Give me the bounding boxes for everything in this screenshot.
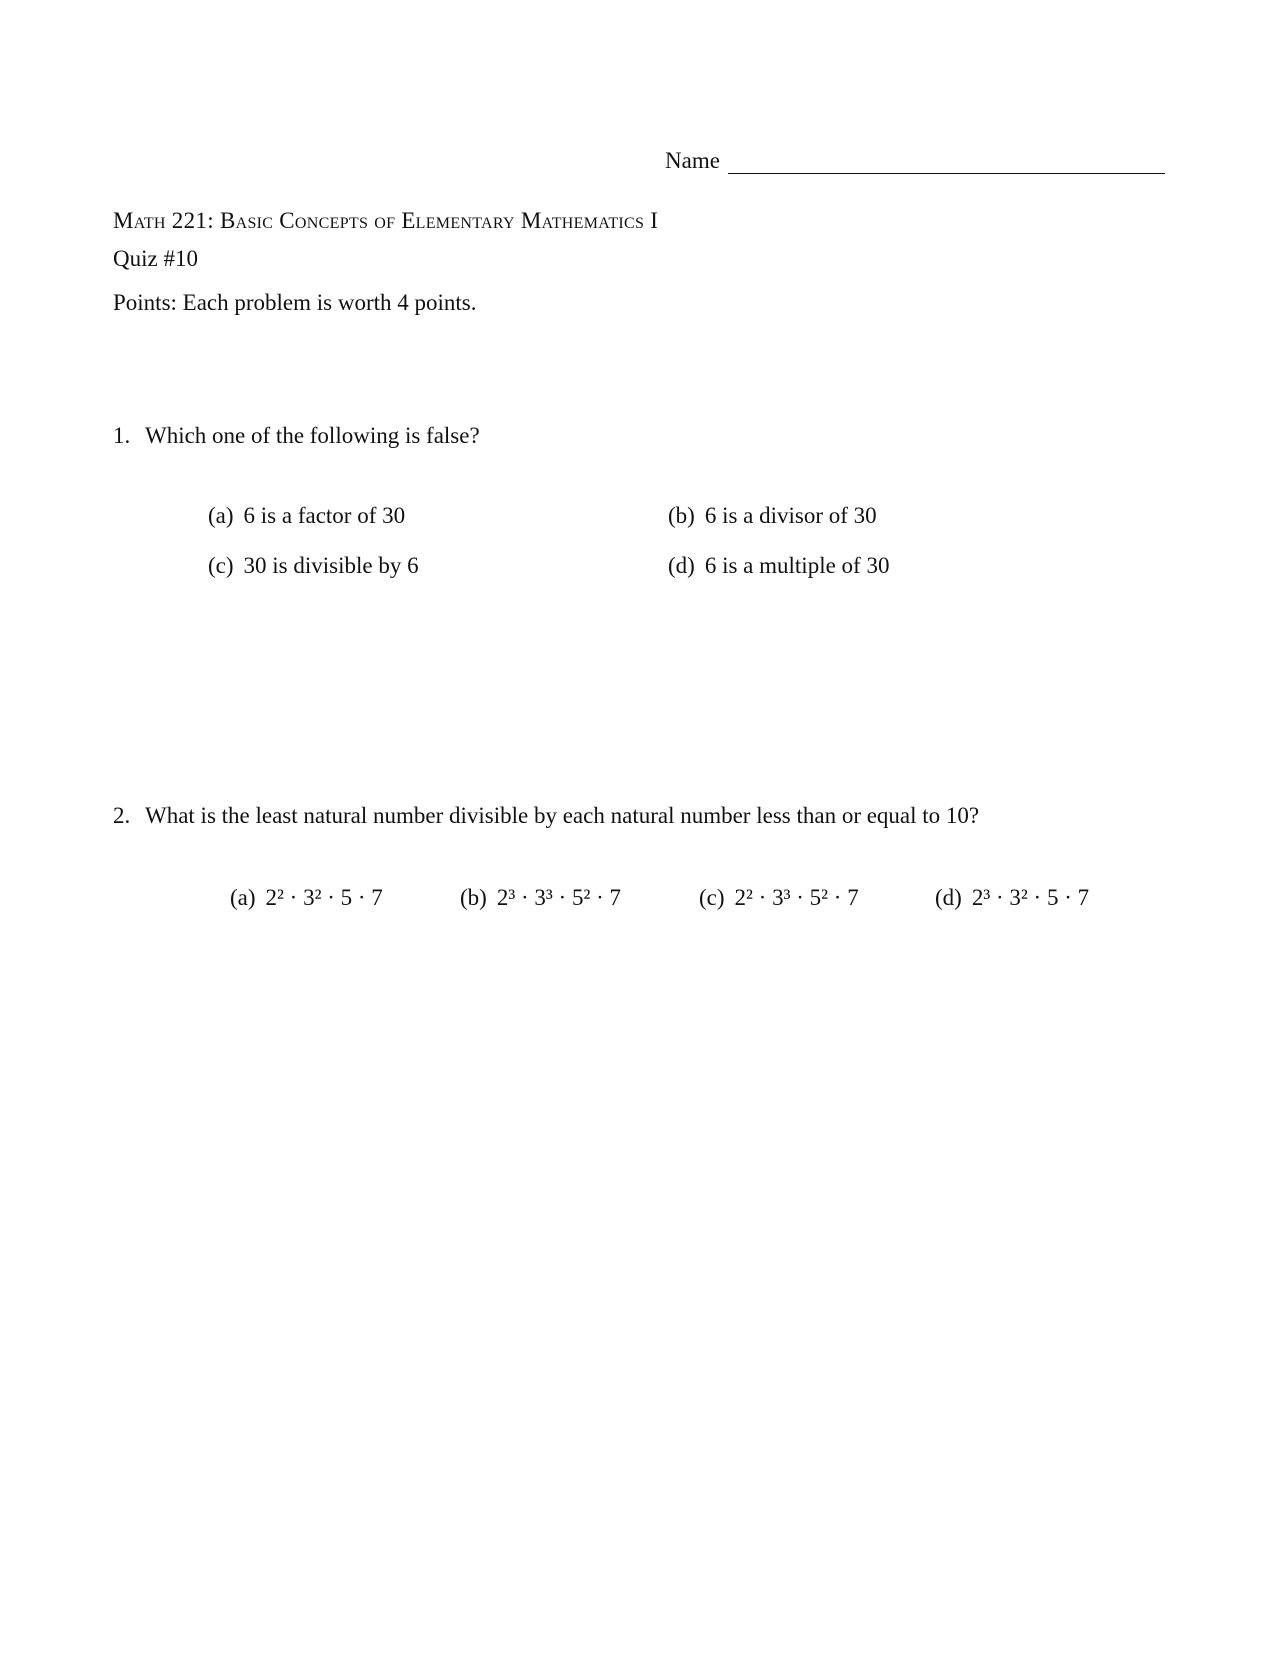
problem-1	[113, 423, 480, 449]
choice-text: 6 is a divisor of 30	[704, 503, 877, 528]
problem-2-choice-d	[935, 885, 1089, 911]
choice-text: 2³ · 3³ · 5² · 7	[496, 885, 621, 910]
problem-1-choice-b	[668, 503, 877, 529]
choice-label: (d)	[935, 885, 962, 910]
quiz-title: Quiz #10	[113, 246, 198, 271]
choice-text: 2² · 3³ · 5² · 7	[734, 885, 859, 910]
choice-text: 2³ · 3² · 5 · 7	[971, 885, 1090, 910]
choice-label: (c)	[699, 885, 725, 910]
choice-label: (b)	[460, 885, 487, 910]
problem-2-choice-a	[230, 885, 383, 911]
problem-question: What is the least natural number divisible by each natural number less than or equal to 10?	[145, 803, 980, 828]
choice-label: (a)	[230, 885, 256, 910]
problem-1-choice-a	[208, 503, 405, 529]
name-blank-line[interactable]	[728, 151, 1165, 174]
choice-label: (b)	[668, 503, 695, 528]
name-field-row	[665, 148, 1165, 174]
problem-1-choice-c	[208, 553, 419, 579]
choice-label: (d)	[668, 553, 695, 578]
choice-text: 6 is a factor of 30	[243, 503, 406, 528]
choice-text: 2² · 3² · 5 · 7	[265, 885, 383, 910]
course-title: Math 221: Basic Concepts of Elementary Mathematics I	[113, 208, 659, 233]
problem-2-choice-b	[460, 885, 621, 911]
problem-1-choice-d	[668, 553, 889, 579]
choice-label: (a)	[208, 503, 234, 528]
points-instructions: Points: Each problem is worth 4 points.	[113, 290, 477, 315]
choice-text: 6 is a multiple of 30	[704, 553, 890, 578]
choice-text: 30 is divisible by 6	[243, 553, 419, 578]
choice-label: (c)	[208, 553, 234, 578]
problem-2	[113, 803, 979, 829]
problem-2-choice-c	[699, 885, 859, 911]
name-label: Name	[665, 148, 720, 173]
problem-number: 2.	[113, 803, 131, 828]
problem-number: 1.	[113, 423, 131, 448]
problem-question: Which one of the following is false?	[145, 423, 480, 448]
